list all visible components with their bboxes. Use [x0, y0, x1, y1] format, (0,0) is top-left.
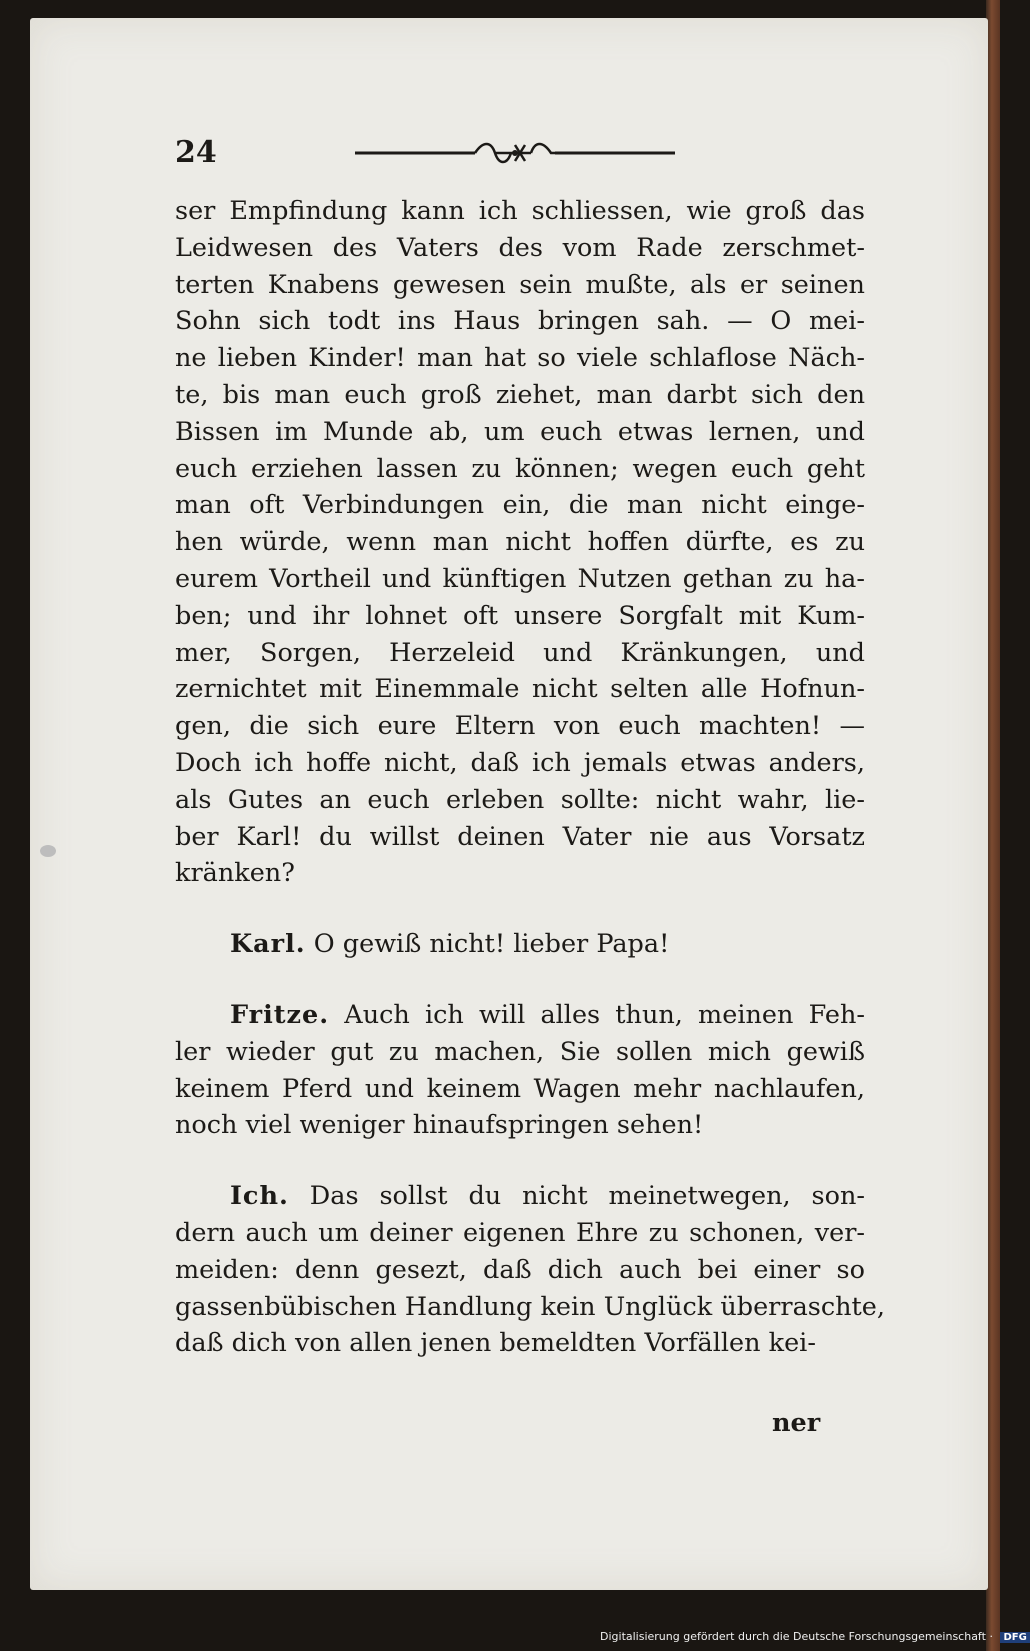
ornament-rule-icon [355, 135, 675, 171]
line-text: Das sollst du nicht meinetwegen, son- [309, 1181, 865, 1212]
text-line [175, 377, 865, 414]
text-line [175, 1325, 865, 1362]
text-line [175, 487, 865, 524]
line-text: gassenbübischen Handlung kein Unglück überraschte, [175, 1291, 886, 1322]
digitization-credit: Digitalisierung gefördert durch die Deutsche Forschungsgemeinschaft · DFG [600, 1630, 1000, 1650]
line-text: euch erziehen lassen zu können; wegen euch geht [175, 453, 865, 484]
speaker-name: Ich. [230, 1181, 289, 1212]
line-text: Sohn sich todt ins Haus bringen sah. — O mei- [175, 306, 865, 337]
catchword: ner [772, 1408, 821, 1438]
text-line [175, 230, 865, 267]
text-line [175, 561, 865, 598]
page-header [175, 135, 675, 175]
text-line [175, 1215, 865, 1252]
text-line [175, 414, 865, 451]
text-line [175, 997, 865, 1034]
line-text: man oft Verbindungen ein, die man nicht einge- [175, 490, 865, 521]
line-text: hen würde, wenn man nicht hoffen dürfte, es zu [175, 527, 865, 558]
line-text: Leidwesen des Vaters des vom Rade zerschmet- [175, 232, 865, 263]
dialogue-paragraph [175, 926, 865, 963]
text-line [175, 598, 865, 635]
text-line [175, 819, 865, 856]
line-text: Bissen im Munde ab, um euch etwas lernen, und [175, 416, 865, 447]
text-line [175, 451, 865, 488]
text-line [175, 267, 865, 304]
line-text: keinem Pferd und keinem Wagen mehr nachlaufen, [175, 1073, 865, 1104]
line-text: als Gutes an euch erleben sollte: nicht wahr, lie- [175, 784, 865, 815]
line-text: te, bis man euch groß ziehet, man darbt sich den [175, 379, 865, 410]
paragraph-gap [175, 1144, 865, 1178]
narration-paragraph [175, 193, 865, 892]
credit-text: Digitalisierung gefördert durch die Deutsche Forschungsgemeinschaft [600, 1630, 986, 1643]
text-line [175, 926, 865, 963]
line-text: ler wieder gut zu machen, Sie sollen mich gewiß [175, 1036, 865, 1067]
text-line [175, 855, 865, 892]
text-line [175, 1289, 886, 1326]
line-text: daß dich von allen jenen bemeldten Vorfällen kei- [175, 1328, 816, 1359]
text-line [175, 340, 865, 377]
text-line [175, 745, 865, 782]
paper-stain [40, 845, 56, 857]
paragraph-gap [175, 963, 865, 997]
text-line [175, 635, 865, 672]
text-line [175, 1071, 865, 1108]
line-text: kränken? [175, 858, 295, 889]
speaker-name: Fritze. [230, 999, 330, 1030]
line-text: noch viel weniger hinaufspringen sehen! [175, 1110, 704, 1141]
line-text: meiden: denn gesezt, daß dich auch bei einer so [175, 1254, 865, 1285]
line-text: O gewiß nicht! lieber Papa! [313, 929, 670, 960]
dfg-logo: DFG [1000, 1632, 1029, 1643]
text-line [175, 708, 865, 745]
speaker-name: Karl. [230, 929, 306, 960]
page-number: 24 [175, 135, 217, 170]
line-text: Doch ich hoffe nicht, daß ich jemals etwas anders, [175, 747, 865, 778]
book-spine-edge [986, 0, 1000, 1651]
line-text: eurem Vortheil und künftigen Nutzen gethan zu ha- [175, 563, 865, 594]
dialogue-paragraph [175, 997, 865, 1144]
line-text: ber Karl! du willst deinen Vater nie aus Vorsatz [175, 821, 865, 852]
text-line [175, 524, 865, 561]
dialogue-paragraph [175, 1178, 886, 1362]
text-line [175, 1252, 865, 1289]
line-text: ser Empfindung kann ich schliessen, wie groß das [175, 196, 865, 226]
line-text: Auch ich will alles thun, meinen Feh- [344, 999, 866, 1030]
text-line [175, 193, 865, 230]
text-line [175, 1178, 865, 1215]
line-text: ben; und ihr lohnet oft unsere Sorgfalt mit Kum- [175, 600, 865, 631]
line-text: ne lieben Kinder! man hat so viele schlaflose Näch- [175, 343, 865, 374]
line-text: gen, die sich eure Eltern von euch machten! — [175, 711, 865, 742]
text-line [175, 1107, 865, 1144]
line-text: zernichtet mit Einemmale nicht selten alle Hofnun- [175, 674, 865, 705]
line-text: dern auch um deiner eigenen Ehre zu schonen, ver- [175, 1217, 865, 1248]
text-line [175, 671, 865, 708]
text-line [175, 1034, 865, 1071]
text-line [175, 782, 865, 819]
line-text: terten Knabens gewesen sein mußte, als er seinen [175, 269, 865, 300]
body-text [175, 193, 886, 1362]
paragraph-gap [175, 892, 865, 926]
text-line [175, 303, 865, 340]
line-text: mer, Sorgen, Herzeleid und Kränkungen, und [175, 637, 865, 668]
